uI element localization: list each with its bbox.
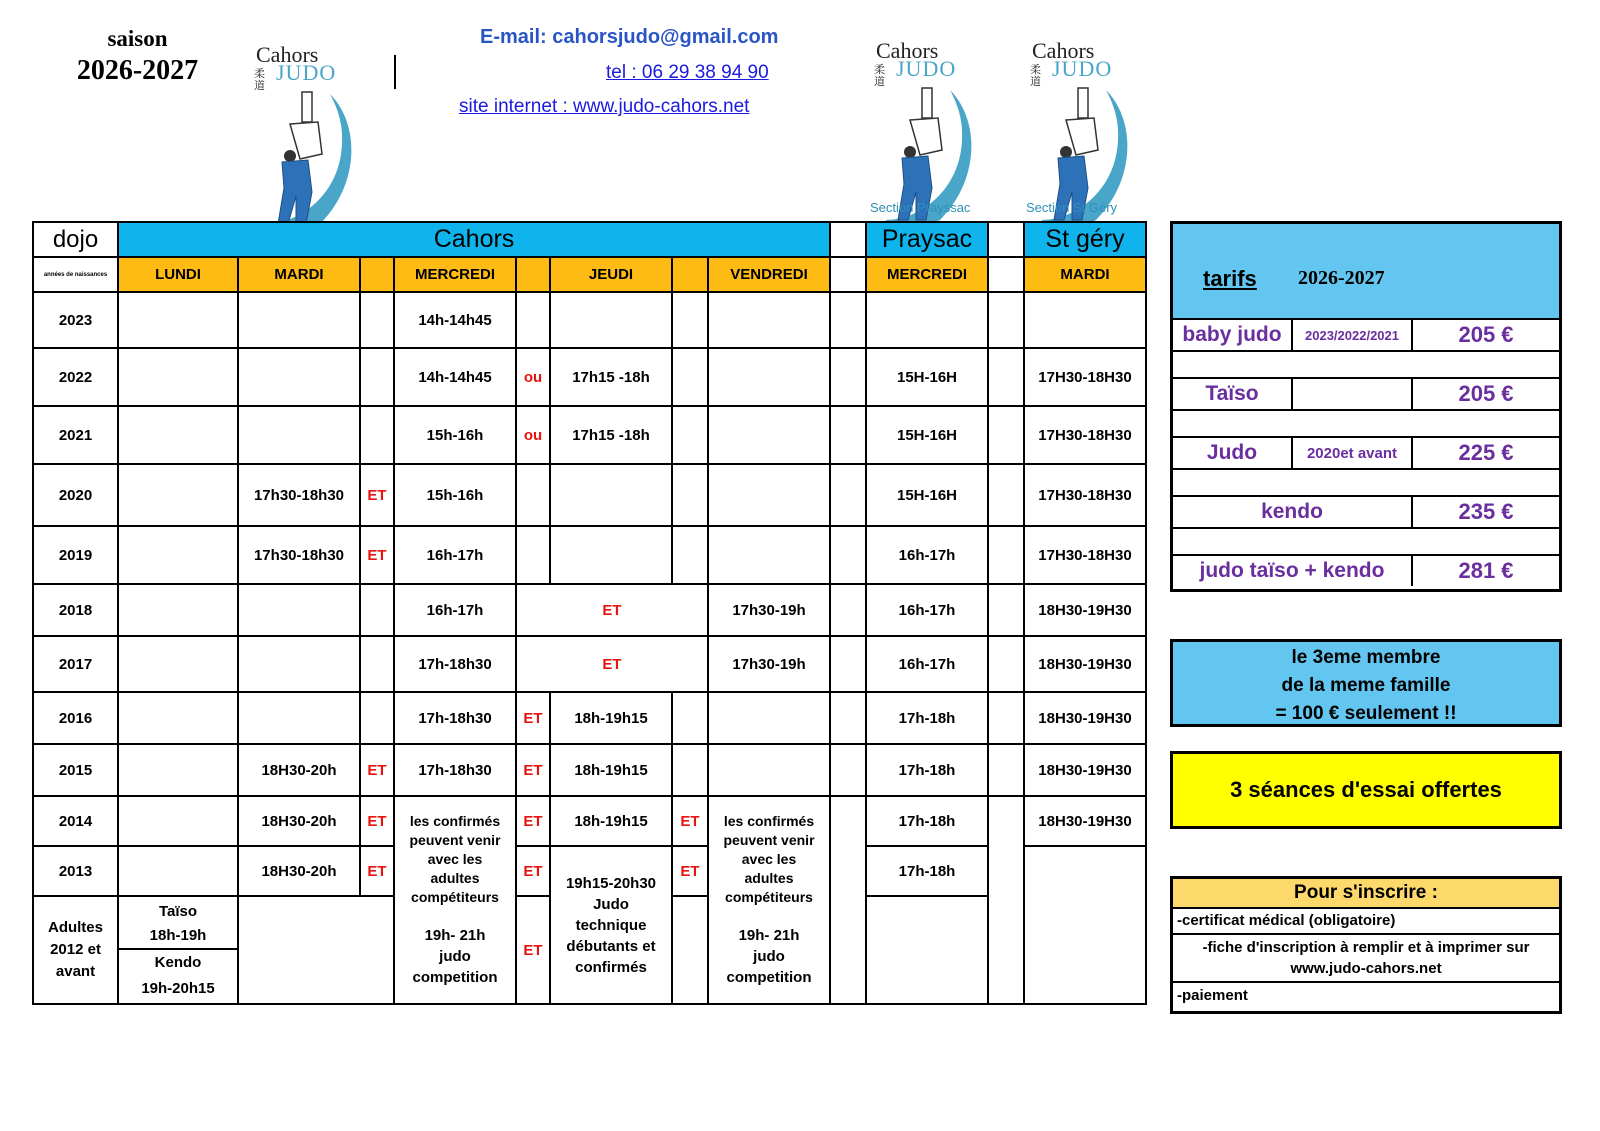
table-row (33, 406, 1146, 464)
tarif-price: 235 € (1458, 499, 1514, 524)
spacer-cell (988, 222, 1024, 257)
slot-cell: 18h-19h15 (550, 692, 672, 744)
slot-cell (118, 636, 238, 692)
slot-cell (118, 464, 238, 526)
slot-cell (672, 406, 708, 464)
kendo-label: Kendo (154, 954, 202, 971)
confirmed-line: avec les (741, 851, 797, 867)
slot-cell (118, 526, 238, 584)
spacer-cell (988, 464, 1024, 526)
slot-cell (238, 406, 360, 464)
tarifs-panel (1170, 221, 1562, 592)
slot-cell (708, 526, 830, 584)
confirmed-line: peuvent venir (723, 832, 815, 848)
adults-line: Adultes (47, 919, 103, 936)
tarif-spacer (1173, 470, 1559, 497)
spacer-cell (988, 584, 1024, 636)
adults-label (33, 896, 118, 1004)
slot-cell: 17H30-18H30 (1024, 348, 1146, 406)
et-connector: ET (360, 796, 394, 846)
ou-connector: ou (516, 348, 550, 406)
tarif-price: 281 € (1458, 558, 1514, 583)
slot-cell: 16h-17h (866, 584, 988, 636)
tarif-price: 205 € (1458, 381, 1514, 406)
slot-cell (118, 846, 238, 896)
slot-cell: 17h-18h30 (394, 636, 516, 692)
spacer-cell (830, 526, 866, 584)
slot-cell (238, 636, 360, 692)
slot-cell: 15h-16h (394, 406, 516, 464)
spacer-cell (830, 692, 866, 744)
year-cell: 2016 (33, 692, 118, 744)
slot-cell (360, 584, 394, 636)
thu-adult-line: Judo (593, 895, 629, 913)
slot-cell (118, 584, 238, 636)
taiso-time: 18h-19h (149, 927, 207, 944)
slot-cell: 17h-18h30 (394, 692, 516, 744)
slot-cell (550, 526, 672, 584)
registration-item: -certificat médical (obligatoire) (1173, 909, 1559, 935)
spacer-cell (830, 257, 866, 292)
table-row (33, 292, 1146, 348)
fri-adult-cell (708, 796, 830, 1004)
table-row (33, 796, 1146, 846)
compet-time: 19h- 21h (738, 927, 800, 944)
registration-title: Pour s'inscrire : (1173, 879, 1559, 909)
season-label: saison (107, 26, 168, 51)
spacer-cell (830, 636, 866, 692)
table-row (33, 692, 1146, 744)
confirmed-line: avec les (427, 851, 483, 867)
tarif-name: judo taïso + kendo (1173, 556, 1413, 586)
slot-cell (672, 526, 708, 584)
slot-cell: 18H30-19H30 (1024, 796, 1146, 846)
year-cell: 2014 (33, 796, 118, 846)
year-cell: 2015 (33, 744, 118, 796)
spacer-cell (830, 406, 866, 464)
slot-cell (708, 744, 830, 796)
day-mercredi: MERCREDI (394, 257, 516, 292)
confirmed-line: adultes (430, 870, 480, 886)
spacer-cell (830, 796, 866, 1004)
slot-cell: 18H30-19H30 (1024, 692, 1146, 744)
slot-cell: 17h30-19h (708, 636, 830, 692)
tarif-name: Taïso (1173, 379, 1293, 409)
year-cell: 2022 (33, 348, 118, 406)
slot-cell: 18h-19h15 (550, 796, 672, 846)
slot-cell: 15H-16H (866, 406, 988, 464)
day-spacer (360, 257, 394, 292)
family-line: de la meme famille (1281, 675, 1451, 696)
slot-cell: 15h-16h (394, 464, 516, 526)
slot-cell (672, 896, 708, 1004)
website-link[interactable]: site internet : www.judo-cahors.net (459, 96, 750, 117)
slot-cell: 17h30-18h30 (238, 526, 360, 584)
spacer-cell (988, 796, 1024, 1004)
stgery-logo (1026, 38, 1146, 215)
slot-cell: 18H30-19H30 (1024, 744, 1146, 796)
day-vendredi: VENDREDI (708, 257, 830, 292)
slot-cell (516, 526, 550, 584)
day-spacer (672, 257, 708, 292)
spacer-cell (830, 222, 866, 257)
taiso-label: Taïso (158, 903, 198, 920)
slot-cell (238, 692, 360, 744)
city-prayssac: Praysac (866, 222, 988, 257)
slot-cell (118, 348, 238, 406)
compet-line: competition (726, 969, 812, 986)
slot-cell: 18H30-20h (238, 744, 360, 796)
table-row (33, 348, 1146, 406)
slot-cell (1024, 292, 1146, 348)
slot-cell (516, 464, 550, 526)
slot-cell: 16h-17h (394, 584, 516, 636)
table-row (33, 464, 1146, 526)
slot-cell: 17h15 -18h (550, 406, 672, 464)
cahors-judo-logo (250, 44, 370, 214)
taiso-kendo-cell (118, 896, 238, 1004)
thu-adult-line: technique (575, 916, 647, 934)
tarif-years: 2020et avant (1293, 438, 1413, 468)
slot-cell (360, 348, 394, 406)
slot-cell: 17h-18h30 (394, 744, 516, 796)
registration-item-text: -fiche d'inscription à remplir et à imprimer sur (1202, 939, 1530, 956)
spacer-cell (988, 257, 1024, 292)
slot-cell (238, 348, 360, 406)
year-cell: 2021 (33, 406, 118, 464)
slot-cell: 17h15 -18h (550, 348, 672, 406)
logo-section-label: Section St Géry (1026, 200, 1118, 215)
slot-cell (118, 744, 238, 796)
slot-cell (118, 406, 238, 464)
registration-link[interactable]: www.judo-cahors.net (1290, 960, 1442, 977)
slot-cell (672, 692, 708, 744)
et-connector: ET (516, 846, 550, 896)
slot-cell (550, 464, 672, 526)
tarif-price: 205 € (1458, 322, 1514, 347)
logo-brand-top: Cahors (1032, 38, 1095, 63)
slot-cell (672, 292, 708, 348)
wed-adult-cell (394, 796, 516, 1004)
slot-cell: 18H30-19H30 (1024, 584, 1146, 636)
year-cell: 2019 (33, 526, 118, 584)
slot-cell: 17H30-18H30 (1024, 464, 1146, 526)
tarif-row (1173, 438, 1559, 470)
slot-cell (118, 692, 238, 744)
tarif-row (1173, 379, 1559, 411)
confirmed-line: les confirmés (723, 813, 815, 829)
spacer-cell (988, 636, 1024, 692)
day-mardi: MARDI (238, 257, 360, 292)
spacer-cell (988, 526, 1024, 584)
tarif-spacer (1173, 529, 1559, 556)
logo-brand-top: Cahors (876, 38, 939, 63)
dojo-label: dojo (33, 222, 118, 257)
trial-sessions-box: 3 séances d'essai offertes (1170, 751, 1562, 829)
adults-line: avant (55, 963, 96, 980)
table-row (33, 584, 1146, 636)
logo-brand-bottom: JUDO (276, 60, 337, 85)
compet-time: 19h- 21h (424, 927, 486, 944)
day-spacer (516, 257, 550, 292)
tarifs-year: 2026-2027 (1298, 267, 1385, 289)
season-title (40, 24, 235, 88)
tarif-spacer (1173, 411, 1559, 438)
confirmed-line: adultes (744, 870, 794, 886)
et-connector: ET (672, 846, 708, 896)
contact-phone[interactable]: tel : 06 29 38 94 90 (606, 62, 769, 83)
slot-cell (238, 584, 360, 636)
adults-line: 2012 et (50, 941, 101, 958)
slot-cell (118, 796, 238, 846)
registration-box (1170, 876, 1562, 1014)
logo-kanji: 柔道 (1030, 63, 1041, 88)
et-connector: ET (516, 744, 550, 796)
spacer-cell (830, 292, 866, 348)
thu-adult-line: 19h15-20h30 (565, 874, 657, 892)
thu-adult-cell (550, 846, 672, 1004)
family-line: = 100 € seulement !! (1275, 703, 1457, 724)
slot-cell (360, 636, 394, 692)
et-connector: ET (360, 846, 394, 896)
et-connector: ET (516, 692, 550, 744)
spacer-cell (830, 744, 866, 796)
tarif-years: 2023/2022/2021 (1293, 320, 1413, 350)
compet-line: judo (753, 948, 785, 965)
slot-cell (708, 348, 830, 406)
et-connector: ET (516, 896, 550, 1004)
family-discount-box (1170, 639, 1562, 727)
slot-cell (672, 744, 708, 796)
ou-connector: ou (516, 406, 550, 464)
spacer-cell (988, 744, 1024, 796)
slot-cell: 18H30-20h (238, 796, 360, 846)
tarif-row (1173, 320, 1559, 352)
city-stgery: St géry (1024, 222, 1146, 257)
slot-cell (708, 464, 830, 526)
tarif-row (1173, 556, 1559, 588)
table-row (33, 526, 1146, 584)
spacer-cell (988, 348, 1024, 406)
slot-cell: 14h-14h45 (394, 292, 516, 348)
table-row (33, 744, 1146, 796)
confirmed-line: compétiteurs (725, 889, 813, 905)
et-connector: ET (360, 744, 394, 796)
slot-cell: 18H30-19H30 (1024, 636, 1146, 692)
spacer-cell (830, 348, 866, 406)
slot-cell (360, 692, 394, 744)
tarif-name: Judo (1173, 438, 1293, 468)
slot-cell (708, 692, 830, 744)
day-lundi: LUNDI (118, 257, 238, 292)
compet-line: competition (412, 969, 498, 986)
year-cell: 2017 (33, 636, 118, 692)
registration-item (1173, 935, 1559, 983)
slot-cell (360, 406, 394, 464)
slot-cell: 15H-16H (866, 348, 988, 406)
slot-cell: 17h-18h (866, 796, 988, 846)
slot-cell (866, 292, 988, 348)
thu-adult-line: débutants et (566, 937, 656, 955)
et-connector: ET (360, 464, 394, 526)
slot-cell (238, 896, 394, 1004)
slot-cell: 16h-17h (394, 526, 516, 584)
slot-cell: 14h-14h45 (394, 348, 516, 406)
registration-item: -paiement (1177, 987, 1248, 1004)
slot-cell (672, 348, 708, 406)
slot-cell (360, 292, 394, 348)
slot-cell: 18h-19h15 (550, 744, 672, 796)
thu-adult-line: confirmés (575, 958, 647, 976)
prayssac-logo (870, 38, 990, 215)
slot-cell: 18H30-20h (238, 846, 360, 896)
slot-cell: 16h-17h (866, 526, 988, 584)
slot-cell: 17h-18h (866, 846, 988, 896)
compet-line: judo (439, 948, 471, 965)
slot-cell (672, 464, 708, 526)
et-connector: ET (516, 796, 550, 846)
logo-brand-bottom: JUDO (896, 56, 957, 81)
spacer-cell (988, 406, 1024, 464)
slot-cell: 16h-17h (866, 636, 988, 692)
season-years: 2026-2027 (76, 55, 199, 86)
contact-email[interactable]: E-mail: cahorsjudo@gmail.com (480, 26, 779, 48)
slot-cell: 17H30-18H30 (1024, 526, 1146, 584)
slot-cell: 17h30-19h (708, 584, 830, 636)
slot-cell (866, 896, 988, 1004)
slot-cell: 17H30-18H30 (1024, 406, 1146, 464)
tarif-name: baby judo (1173, 320, 1293, 350)
separator-bar (394, 55, 396, 89)
day-prayssac-mercredi: MERCREDI (866, 257, 988, 292)
logo-kanji: 柔道 (254, 67, 265, 92)
confirmed-line: compétiteurs (411, 889, 499, 905)
slot-cell (708, 406, 830, 464)
births-label: années de naissances (33, 257, 118, 292)
kendo-time: 19h-20h15 (141, 980, 215, 997)
slot-cell (708, 292, 830, 348)
slot-cell: 15H-16H (866, 464, 988, 526)
logo-section-label: Section Prayssac (870, 200, 971, 215)
slot-cell: 17h30-18h30 (238, 464, 360, 526)
slot-cell (1024, 846, 1146, 1004)
slot-cell (238, 292, 360, 348)
tarif-name: kendo (1173, 497, 1413, 527)
tarifs-header (1173, 224, 1559, 320)
slot-cell: 17h-18h (866, 744, 988, 796)
city-cahors: Cahors (118, 222, 830, 257)
et-connector: ET (516, 636, 708, 692)
tarif-row (1173, 497, 1559, 529)
spacer-cell (988, 292, 1024, 348)
tarif-price: 225 € (1458, 440, 1514, 465)
day-stgery-mardi: MARDI (1024, 257, 1146, 292)
spacer-cell (830, 584, 866, 636)
table-row (33, 636, 1146, 692)
slot-cell (516, 292, 550, 348)
confirmed-line: les confirmés (409, 813, 501, 829)
slot-cell (550, 292, 672, 348)
et-connector: ET (672, 796, 708, 846)
year-cell: 2023 (33, 292, 118, 348)
logo-kanji: 柔道 (874, 63, 885, 88)
tarif-spacer (1173, 352, 1559, 379)
tarifs-title: tarifs (1203, 266, 1257, 291)
year-cell: 2018 (33, 584, 118, 636)
spacer-cell (830, 464, 866, 526)
spacer-cell (988, 692, 1024, 744)
et-connector: ET (516, 584, 708, 636)
logo-brand-bottom: JUDO (1052, 56, 1113, 81)
year-cell: 2013 (33, 846, 118, 896)
et-connector: ET (360, 526, 394, 584)
family-line: le 3eme membre (1291, 647, 1441, 668)
slot-cell (118, 292, 238, 348)
confirmed-line: peuvent venir (409, 832, 501, 848)
slot-cell: 17h-18h (866, 692, 988, 744)
day-jeudi: JEUDI (550, 257, 672, 292)
year-cell: 2020 (33, 464, 118, 526)
judoka-throw-icon (260, 84, 360, 234)
table-row (33, 846, 1146, 896)
tarif-years (1293, 379, 1413, 409)
schedule-table (32, 221, 1147, 1005)
logo-brand-top: Cahors (256, 42, 319, 67)
